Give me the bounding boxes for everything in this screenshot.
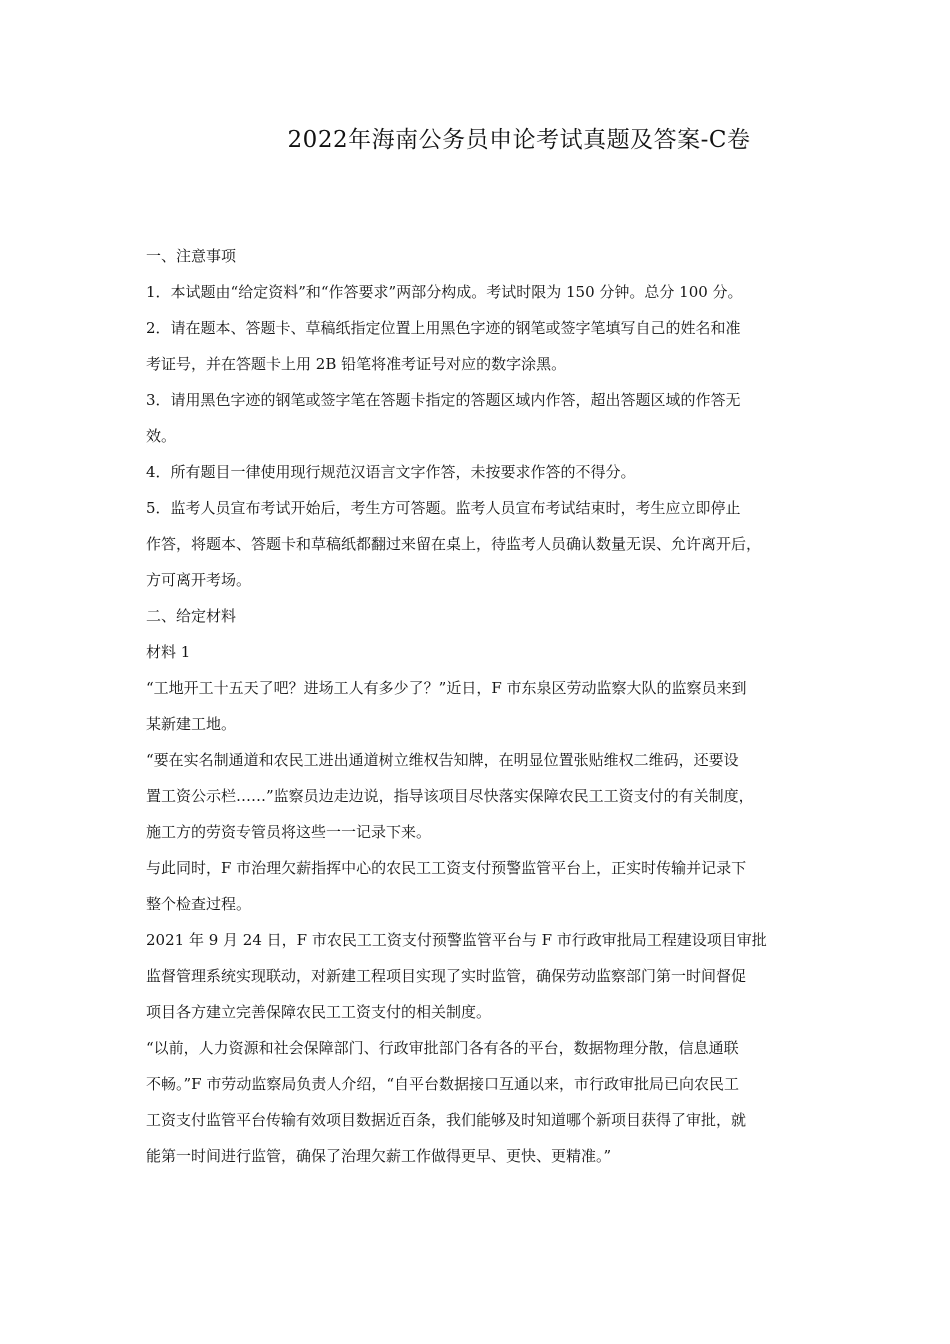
paragraph-line: 置工资公示栏……”监察员边走边说，指导该项目尽快落实保障农民工工资支付的有关制度， (146, 787, 754, 805)
paragraph-line: 3．请用黑色字迹的钢笔或签字笔在答题卡指定的答题区域内作答，超出答题区域的作答无 (146, 391, 741, 409)
paragraph-line: 5．监考人员宣布考试开始后，考生方可答题。监考人员宣布考试结束时，考生应立即停止 (146, 499, 741, 517)
paragraph-line: “工地开工十五天了吧？进场工人有多少了？”近日，F 市东泉区劳动监察大队的监察员来到 (146, 679, 747, 697)
paragraph-line: 项目各方建立完善保障农民工工资支付的相关制度。 (146, 1003, 492, 1021)
paragraph-line: 工资支付监管平台传输有效项目数据近百条，我们能够及时知道哪个新项目获得了审批，就 (146, 1111, 747, 1129)
paragraph-line: “以前，人力资源和社会保障部门、行政审批部门各有各的平台，数据物理分散，信息通联 (146, 1039, 739, 1057)
section-heading-materials: 二、给定材料 (146, 607, 237, 625)
paragraph-line: 施工方的劳资专管员将这些一一记录下来。 (146, 823, 432, 841)
paragraph-line: 方可离开考场。 (146, 571, 252, 589)
paragraph-line: 效。 (146, 427, 177, 445)
paragraph-line: 与此同时，F 市治理欠薪指挥中心的农民工工资支付预警监管平台上，正实时传输并记录下 (146, 859, 747, 877)
paragraph-line: 监督管理系统实现联动，对新建工程项目实现了实时监管，确保劳动监察部门第一时间督促 (146, 967, 747, 985)
paragraph-line: 能第一时间进行监管，确保了治理欠薪工作做得更早、更快、更精准。” (146, 1147, 612, 1165)
paragraph-line: 2．请在题本、答题卡、草稿纸指定位置上用黑色字迹的钢笔或签字笔填写自己的姓名和准 (146, 319, 741, 337)
paragraph-line: 1．本试题由“给定资料”和“作答要求”两部分构成。考试时限为 150 分钟。总分 100 分。 (146, 283, 743, 301)
document-body (146, 243, 846, 1179)
document-title: 2022年海南公务员申论考试真题及答案-C卷 (287, 127, 751, 153)
material-heading: 材料 1 (146, 643, 191, 661)
paragraph-line: 整个检查过程。 (146, 895, 252, 913)
paragraph-line: 不畅。”F 市劳动监察局负责人介绍，“自平台数据接口互通以来，市行政审批局已向农民工 (146, 1075, 740, 1093)
paragraph-line: 作答，将题本、答题卡和草稿纸都翻过来留在桌上，待监考人员确认数量无误、允许离开后， (146, 535, 762, 553)
section-heading-notice: 一、注意事项 (146, 247, 237, 265)
paragraph-line: 某新建工地。 (146, 715, 237, 733)
paragraph-line: 4．所有题目一律使用现行规范汉语言文字作答，未按要求作答的不得分。 (146, 463, 636, 481)
paragraph-line: 2021 年 9 月 24 日，F 市农民工工资支付预警监管平台与 F 市行政审批局工程建设项目审批 (146, 931, 767, 949)
paragraph-line: 考证号，并在答题卡上用 2B 铅笔将准考证号对应的数字涂黑。 (146, 355, 567, 373)
paragraph-line: “要在实名制通道和农民工进出通道树立维权告知牌，在明显位置张贴维权二维码，还要设 (146, 751, 739, 769)
